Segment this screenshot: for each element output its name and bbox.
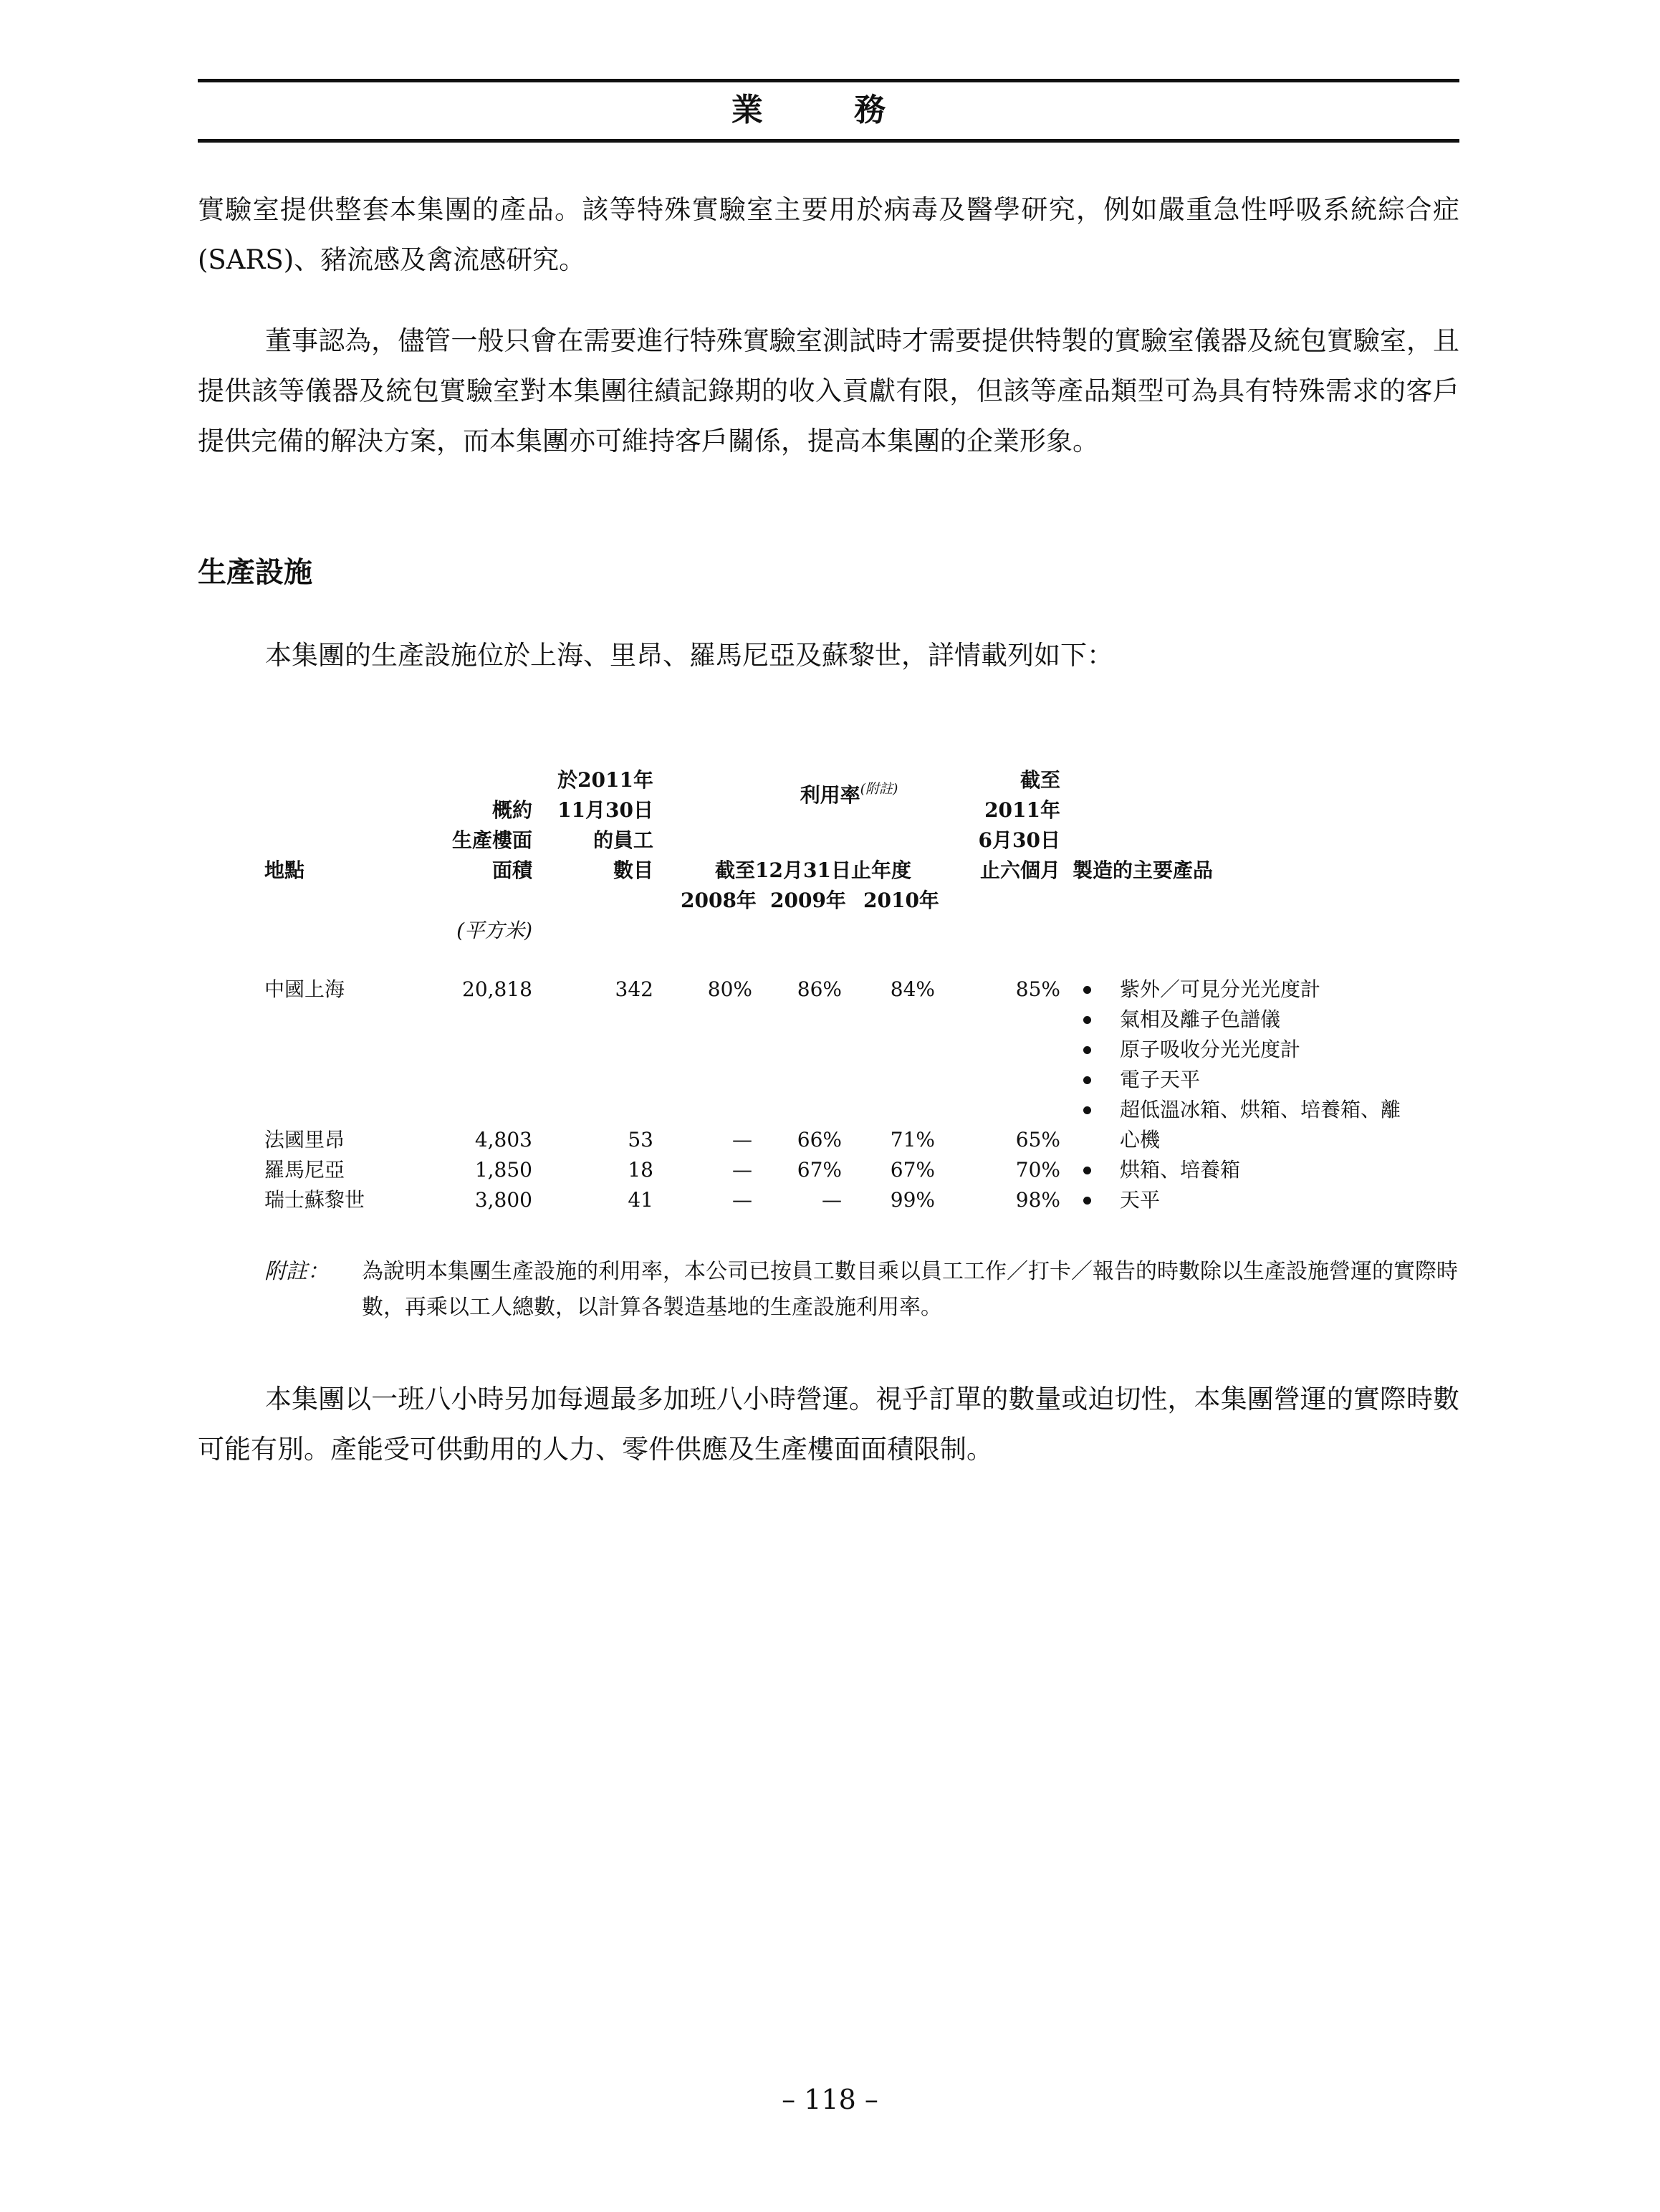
row-shanghai-2010: 84% — [890, 977, 935, 1001]
bullet-icon — [1083, 1167, 1091, 1174]
section-intro: 本集團的生產設施位於上海、里昂、羅馬尼亞及蘇黎世，詳情載列如下： — [265, 640, 1113, 671]
row-romania-2009: 67% — [797, 1158, 842, 1182]
row-zurich-area: 3,800 — [474, 1188, 532, 1212]
page-number: – 118 – — [782, 2084, 878, 2115]
row-lyon-area: 4,803 — [474, 1128, 532, 1152]
header-year-group: 截至12月31日止年度 — [715, 858, 911, 882]
paragraph-1: 實驗室提供整套本集團的產品。該等特殊實驗室主要用於病毒及醫學研究，例如嚴重急性呼吸系統綜合症(SARS)、豬流感及禽流感研究。 — [198, 194, 1459, 275]
header-staff-line1: 於2011年 — [557, 768, 653, 792]
header-area-unit: (平方米) — [456, 919, 532, 942]
row-lyon-h1: 65% — [1015, 1128, 1060, 1152]
row-romania-area: 1,850 — [474, 1158, 532, 1182]
row-zurich-2008: — — [732, 1188, 752, 1212]
page-header-title: 業 務 — [731, 92, 926, 128]
header-h1-line1: 截至 — [1019, 768, 1060, 792]
header-location: 地點 — [264, 858, 305, 882]
header-2009: 2009年 — [770, 889, 846, 912]
product-item: 超低溫冰箱、烘箱、培養箱、離 — [1120, 1098, 1401, 1121]
product-item: 天平 — [1120, 1188, 1161, 1212]
bullet-icon — [1083, 1016, 1091, 1024]
row-shanghai-h1: 85% — [1015, 977, 1060, 1001]
product-item: 氣相及離子色譜儀 — [1120, 1007, 1281, 1031]
row-zurich-staff: 41 — [628, 1188, 653, 1212]
bullet-icon — [1083, 1076, 1091, 1084]
header-2010: 2010年 — [863, 889, 939, 912]
header-staff-line2: 11月30日 — [557, 798, 653, 822]
row-shanghai-2009: 86% — [797, 977, 842, 1001]
header-area-line3: 面積 — [491, 858, 532, 882]
row-zurich-h1: 98% — [1015, 1188, 1060, 1212]
product-item: 烘箱、培養箱 — [1120, 1158, 1241, 1182]
note-text: 為說明本集團生產設施的利用率，本公司已按員工數目乘以員工工作／打卡／報告的時數除以生產設施營運的實際時數，再乘以工人總數，以計算各製造基地的生產設施利用率。 — [362, 1259, 1458, 1320]
header-products: 製造的主要產品 — [1073, 858, 1214, 882]
row-zurich-2010: 99% — [890, 1188, 935, 1212]
product-item-continued: 心機 — [1120, 1128, 1161, 1152]
row-romania-location: 羅馬尼亞 — [264, 1158, 345, 1182]
note-label: 附註： — [264, 1259, 329, 1284]
row-lyon-2010: 71% — [890, 1128, 935, 1152]
closing-paragraph: 本集團以一班八小時另加每週最多加班八小時營運。視乎訂單的數量或迫切性，本集團營運的實際時數可能有別。產能受可供動用的人力、零件供應及生產樓面面積限制。 — [198, 1384, 1459, 1465]
row-romania-h1: 70% — [1015, 1158, 1060, 1182]
utilization-header: 利用率$^{(附註)}$ — [800, 781, 898, 807]
product-item: 原子吸收分光光度計 — [1120, 1038, 1301, 1061]
row-shanghai-location: 中國上海 — [264, 977, 345, 1001]
paragraph-2: 董事認為，儘管一般只會在需要進行特殊實驗室測試時才需要提供特製的實驗室儀器及統包實驗室，且提供該等儀器及統包實驗室對本集團往績記錄期的收入貢獻有限，但該等產品類型可為具有特殊需求的客戶提供完備的解決方案，而本集團亦可維持客戶關係，提高本集團的企業形象。 — [198, 325, 1459, 456]
bullet-icon — [1083, 1197, 1091, 1205]
header-h1-line3: 6月30日 — [978, 828, 1060, 852]
header-area-line1: 概約 — [491, 798, 532, 822]
row-romania-2008: — — [732, 1158, 752, 1182]
bullet-icon — [1083, 986, 1091, 994]
header-h1-line4: 止六個月 — [979, 858, 1060, 882]
row-shanghai-area: 20,818 — [462, 977, 532, 1001]
section-heading: 生產設施 — [198, 555, 312, 589]
row-romania-2010: 67% — [890, 1158, 935, 1182]
row-zurich-location: 瑞士蘇黎世 — [264, 1188, 365, 1212]
header-h1-line2: 2011年 — [984, 798, 1060, 822]
header-2008: 2008年 — [681, 889, 757, 912]
header-staff-line4: 數目 — [613, 858, 653, 882]
row-zurich-2009: — — [822, 1188, 842, 1212]
row-lyon-2008: — — [732, 1128, 752, 1152]
row-romania-staff: 18 — [628, 1158, 653, 1182]
bullet-icon — [1083, 1106, 1091, 1114]
row-lyon-location: 法國里昂 — [264, 1128, 345, 1152]
row-shanghai-2008: 80% — [707, 977, 752, 1001]
product-item: 電子天平 — [1120, 1068, 1201, 1091]
product-item: 紫外／可見分光光度計 — [1120, 977, 1321, 1001]
row-lyon-staff: 53 — [628, 1128, 653, 1152]
bullet-icon — [1083, 1046, 1091, 1054]
row-shanghai-staff: 342 — [615, 977, 653, 1001]
row-lyon-2009: 66% — [797, 1128, 842, 1152]
utilization-note-marker: (附註) — [860, 781, 898, 797]
header-area-line2: 生產樓面 — [451, 828, 532, 852]
header-staff-line3: 的員工 — [592, 828, 653, 852]
